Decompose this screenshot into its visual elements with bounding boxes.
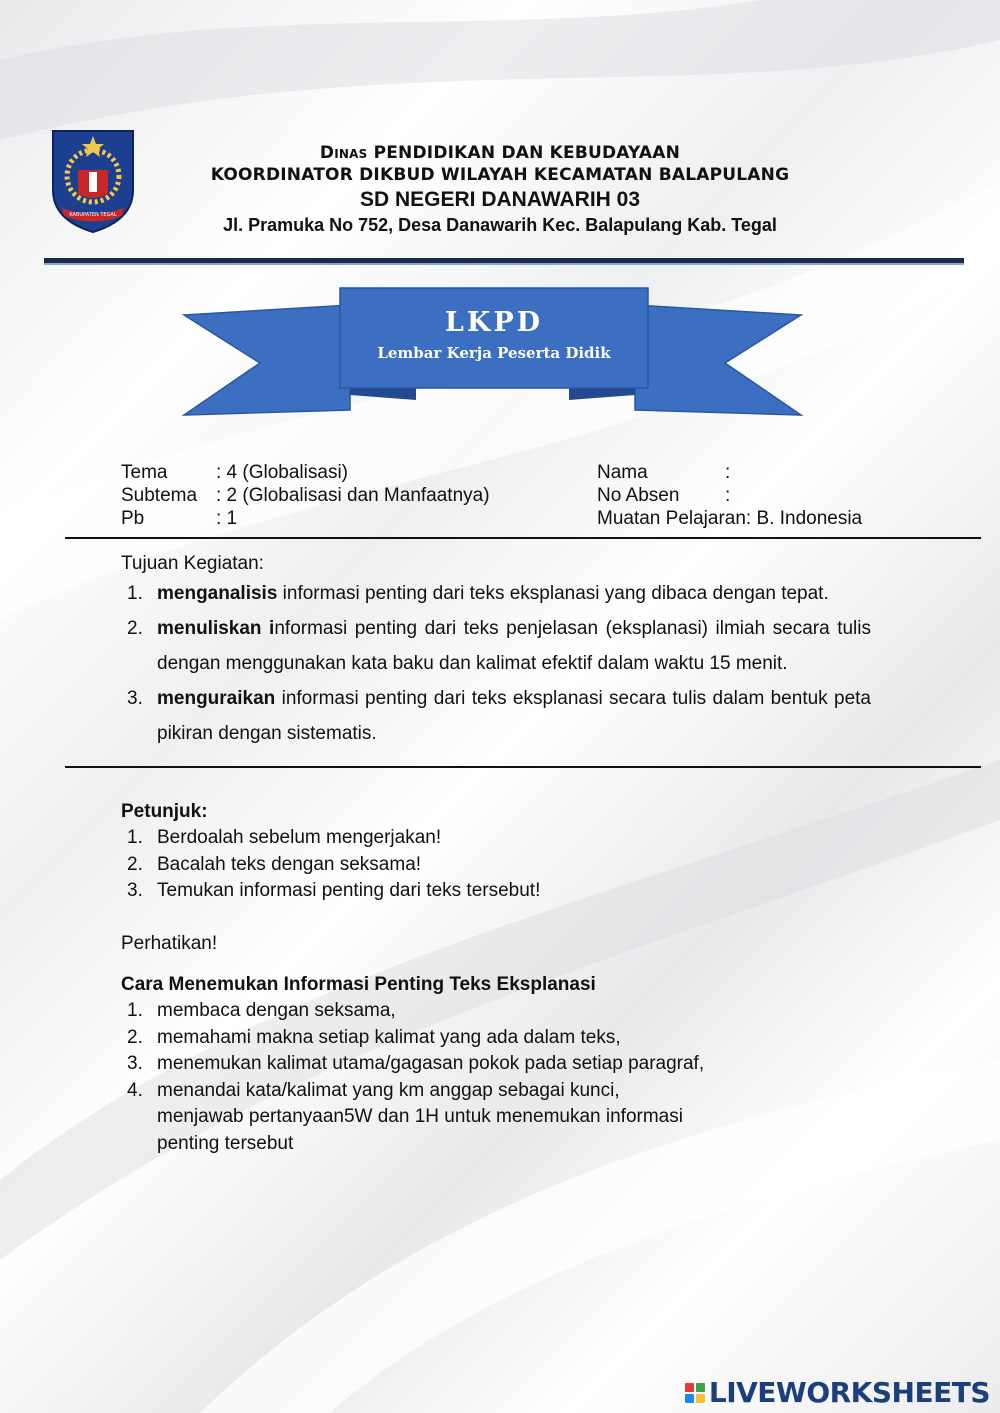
- info-row-tema: Tema : 4 (Globalisasi): [121, 462, 348, 483]
- list-item: 3. menemukan kalimat utama/gagasan pokok pada setiap paragraf,: [127, 1053, 705, 1074]
- banner-subtitle: Lembar Kerja Peserta Didik: [377, 344, 611, 362]
- info-row-pb: Pb : 1: [121, 508, 238, 529]
- info-row-subtema: Subtema : 2 (Globalisasi dan Manfaatnya): [121, 485, 490, 506]
- petunjuk-heading: Petunjuk:: [121, 801, 208, 822]
- info-row-nama[interactable]: Nama :: [597, 462, 731, 483]
- tujuan-heading: Tujuan Kegiatan:: [121, 553, 264, 574]
- list-item: 2. Bacalah teks dengan seksama!: [127, 853, 422, 875]
- header-line-1: Dinas PENDIDIKAN DAN KEBUDAYAAN: [319, 143, 681, 163]
- cara-list: [121, 998, 704, 1157]
- info-row-muatan: Muatan Pelajaran: B. Indonesia: [597, 508, 863, 529]
- header-divider: [44, 258, 964, 265]
- cara-section: [121, 972, 704, 1157]
- tujuan-section: [121, 552, 871, 751]
- list-item: 1. Berdoalah sebelum mengerjakan!: [127, 827, 442, 848]
- list-item: 2. memahami makna setiap kalimat yang ada dalam teks,: [127, 1026, 621, 1048]
- tujuan-divider: [65, 766, 981, 768]
- list-item: 3. menguraikan informasi penting dari teks eksplanasi secara tulis dalam bentuk peta pikiran dengan sistematis.: [127, 688, 871, 744]
- list-item: 4. menandai kata/kalimat yang km anggap sebagai kunci,: [127, 1079, 620, 1101]
- info-left: [121, 461, 490, 530]
- petunjuk-section: [121, 799, 540, 905]
- perhatikan-label: Perhatikan!: [121, 933, 218, 954]
- list-item: 1. menganalisis informasi penting dari teks eksplanasi yang dibaca dengan tepat.: [127, 583, 829, 604]
- svg-text:KABUPATEN TEGAL: KABUPATEN TEGAL: [69, 212, 117, 218]
- school-address: Jl. Pramuka No 752, Desa Danawarih Kec. Balapulang Kab. Tegal: [223, 215, 777, 235]
- list-item: 1. membaca dengan seksama,: [127, 1000, 396, 1021]
- liveworksheets-icon: [685, 1383, 705, 1403]
- info-divider: [65, 537, 981, 539]
- list-item-continuation: penting tersebut: [157, 1132, 294, 1154]
- school-name: SD NEGERI DANAWARIH 03: [359, 188, 641, 211]
- info-right: [597, 461, 862, 530]
- petunjuk-list: [121, 825, 540, 905]
- info-row-no-absen[interactable]: No Absen :: [597, 485, 731, 506]
- header-line-2: KOORDINATOR DIKBUD WILAYAH KECAMATAN BALAPULANG: [210, 165, 790, 185]
- liveworksheets-watermark: LIVEWORKSHEETS: [685, 1376, 990, 1409]
- tujuan-list: [121, 576, 871, 751]
- list-item: 2. menuliskan informasi penting dari teks penjelasan (eksplanasi) ilmiah secara tulis dengan menggunakan kata baku dan kalimat efektif dalam waktu 15 menit.: [127, 618, 871, 674]
- banner-title: LKPD: [444, 307, 544, 338]
- list-item: 3. Temukan informasi penting dari teks tersebut!: [127, 880, 541, 901]
- cara-heading: Cara Menemukan Informasi Penting Teks Eksplanasi: [121, 974, 596, 995]
- list-item-continuation: menjawab pertanyaan5W dan 1H untuk menemukan informasi: [157, 1106, 683, 1127]
